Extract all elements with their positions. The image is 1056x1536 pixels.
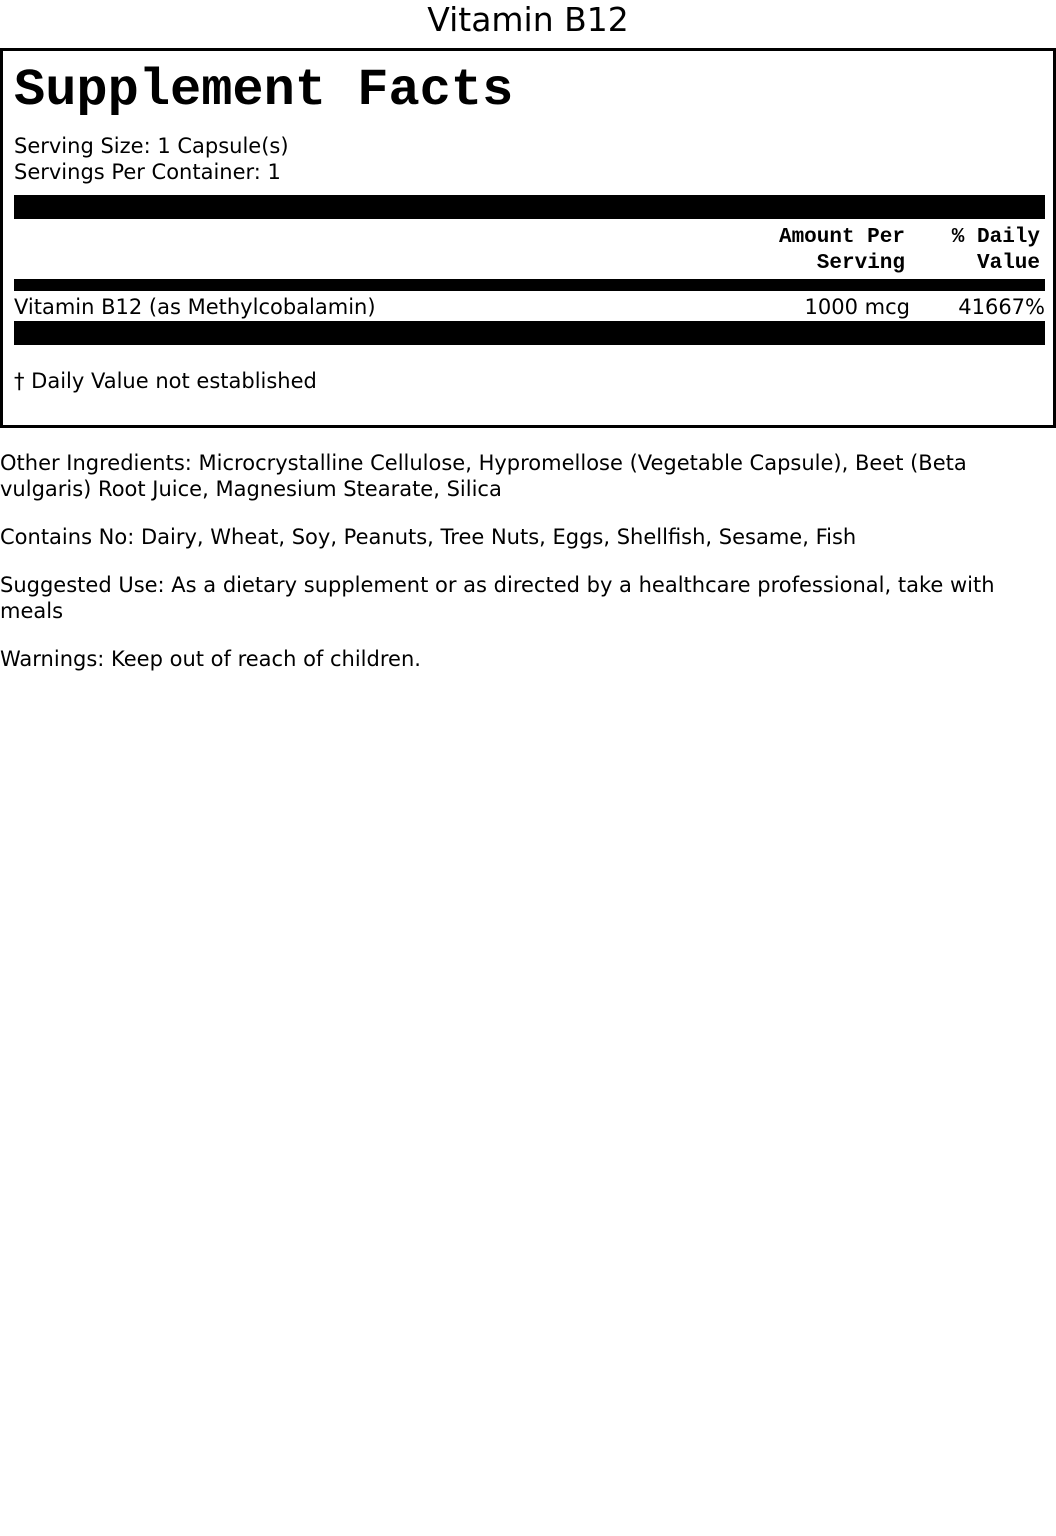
nutrient-name: Vitamin B12 (as Methylcobalamin) <box>14 295 376 319</box>
daily-value-header <box>920 225 1040 277</box>
amount-per-serving-header <box>705 225 905 277</box>
suggested-use: Suggested Use: As a dietary supplement or as directed by a healthcare professional, take with meals <box>0 573 995 623</box>
nutrient-daily-value: 41667% <box>958 295 1045 319</box>
other-ingredients: Other Ingredients: Microcrystalline Cellulose, Hypromellose (Vegetable Capsule), Beet (Beta vulgaris) Root Juice, Magnesium Stearate, Silica <box>0 451 967 501</box>
amount-header-line2: Serving <box>816 252 905 275</box>
nutrient-row <box>14 293 1045 321</box>
thick-divider-top <box>14 195 1045 219</box>
contains-no: Contains No: Dairy, Wheat, Soy, Peanuts, Tree Nuts, Eggs, Shellfish, Sesame, Fish <box>0 525 857 549</box>
amount-header-line1: Amount Per <box>778 226 905 249</box>
warnings: Warnings: Keep out of reach of children. <box>0 647 421 671</box>
facts-heading: Supplement Facts <box>14 61 514 120</box>
daily-header-line1: % Daily <box>951 226 1040 249</box>
daily-value-footnote: † Daily Value not established <box>14 369 317 393</box>
product-title: Vitamin B12 <box>427 0 629 39</box>
servings-per-container: Servings Per Container: 1 <box>14 160 281 184</box>
nutrient-amount: 1000 mcg <box>804 295 910 319</box>
thick-divider-bottom <box>14 321 1045 345</box>
product-info <box>0 450 1040 694</box>
medium-divider <box>14 279 1045 291</box>
serving-size: Serving Size: 1 Capsule(s) <box>14 134 289 158</box>
supplement-facts-panel <box>0 48 1056 428</box>
daily-header-line2: Value <box>976 252 1040 275</box>
